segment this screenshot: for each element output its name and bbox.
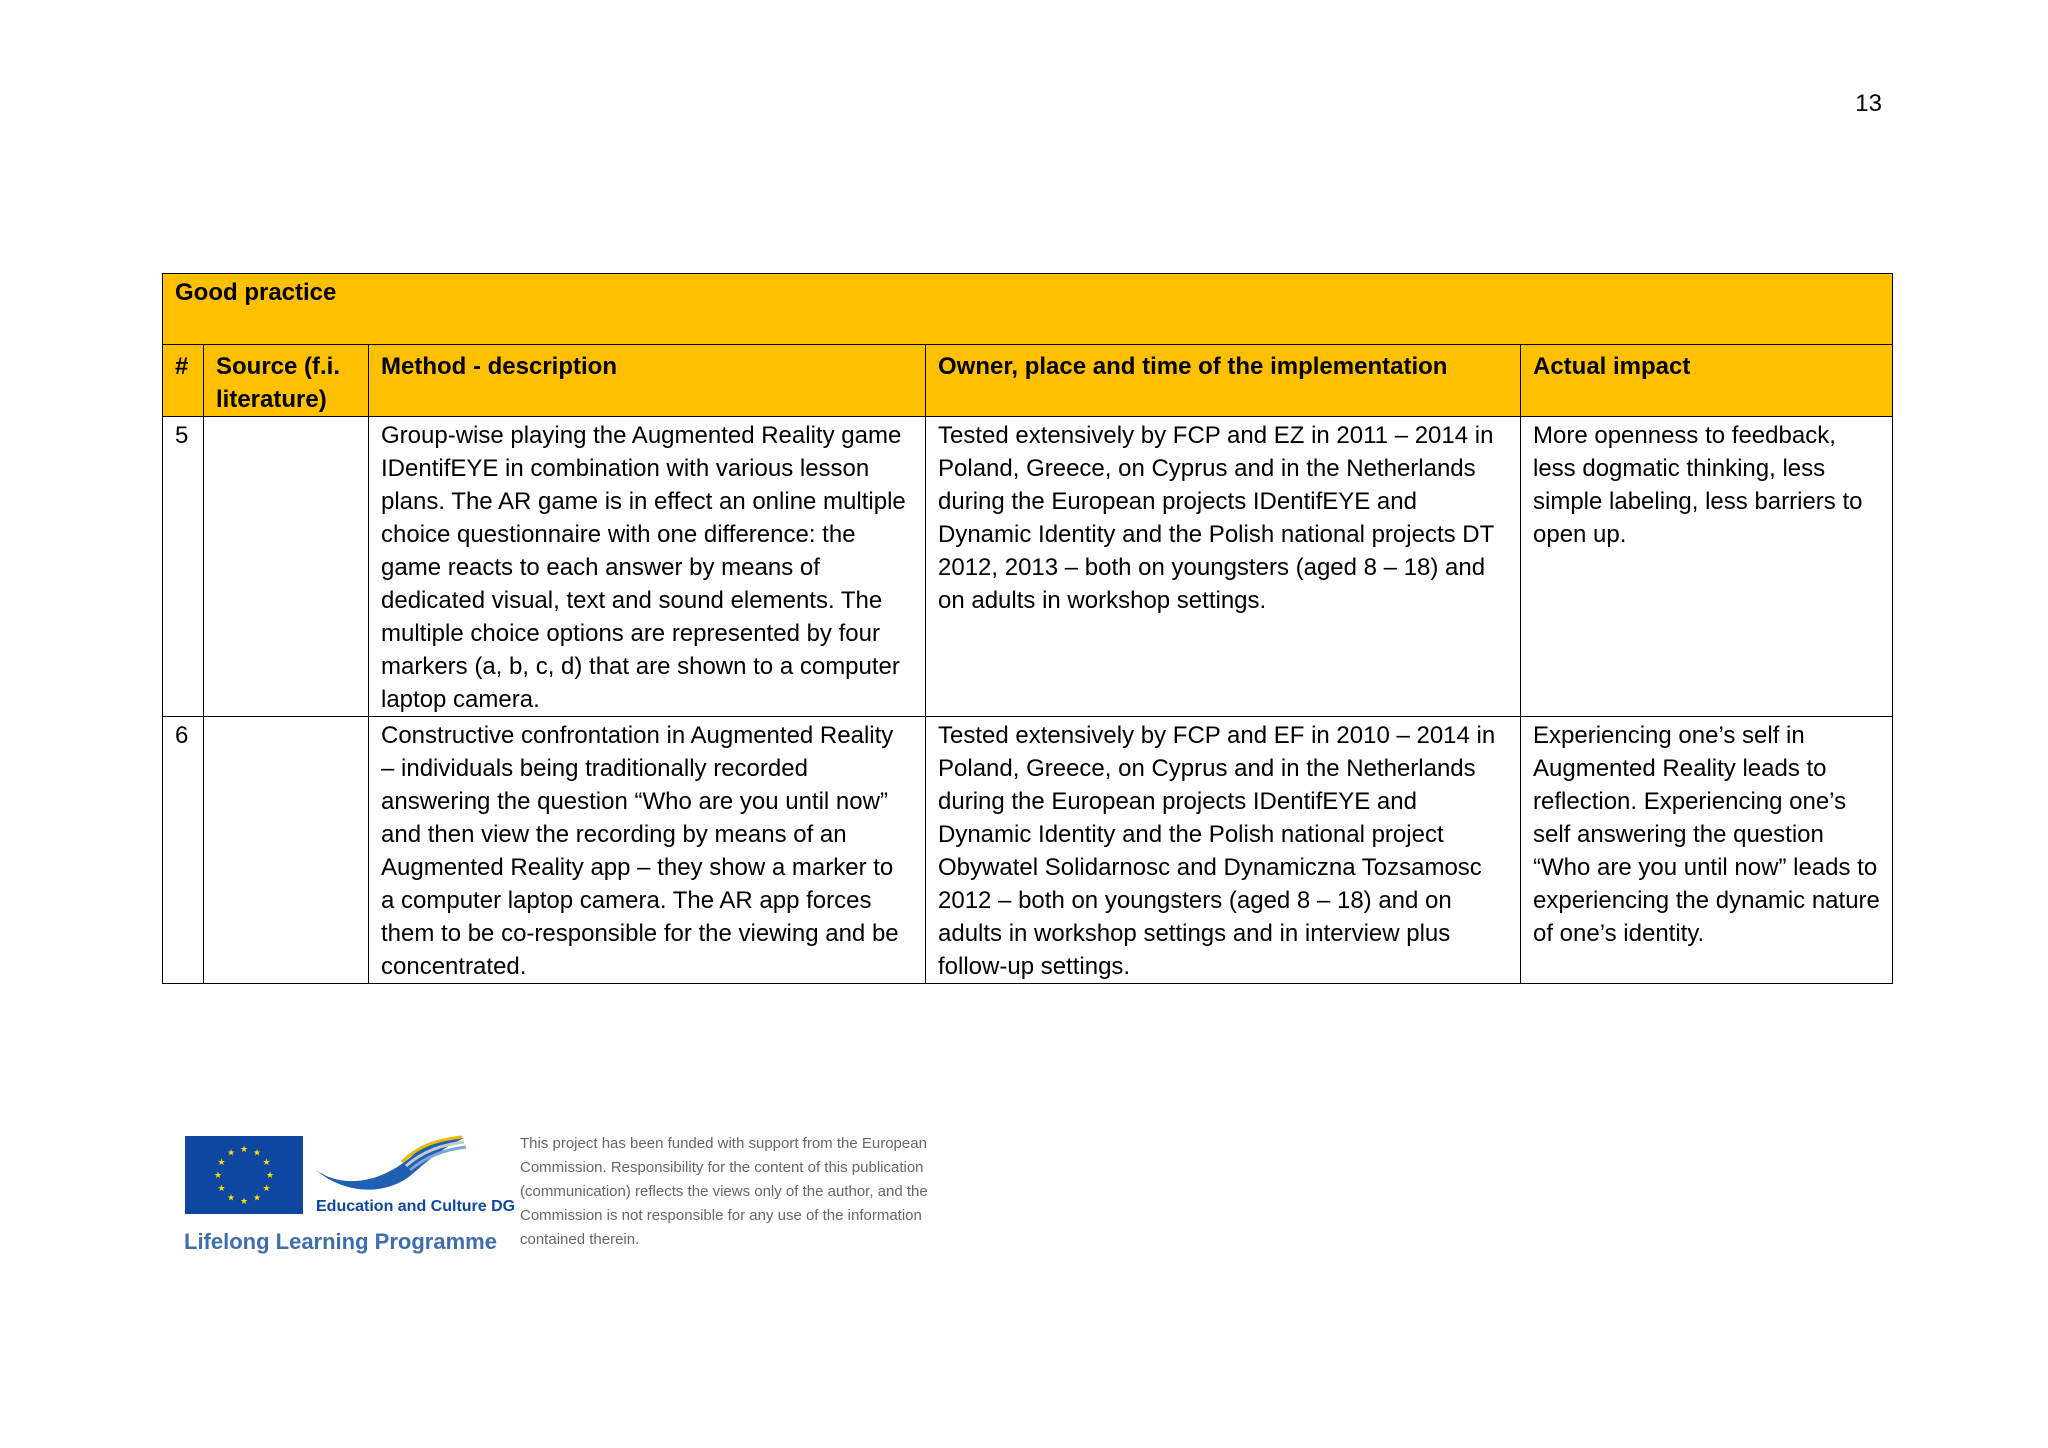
table-row — [163, 417, 1893, 717]
table-header-row — [163, 345, 1893, 417]
eu-stars-icon — [185, 1136, 303, 1214]
row-source — [204, 717, 369, 984]
row-owner: Tested extensively by FCP and EF in 2010 – 2014 in Poland, Greece, on Cyprus and in the Netherlands during the European projects IDentifEYE and Dynamic Identity and the Polish national project Obywatel Solidarnosc and Dynamiczna Tozsamosc 2012 – both on youngsters (aged 8 – 18) and on adults in workshop settings and in interview plus follow-up settings. — [926, 717, 1521, 984]
row-owner: Tested extensively by FCP and EZ in 2011 – 2014 in Poland, Greece, on Cyprus and in the Netherlands during the European projects IDentifEYE and Dynamic Identity and the Polish national projects DT 2012, 2013 – both on youngsters (aged 8 – 18) and on adults in workshop settings. — [926, 417, 1521, 717]
good-practice-table — [162, 273, 1893, 984]
funding-disclaimer: This project has been funded with support from the European Commission. Responsibility for the content of this publication (communication) reflects the views only of the author, and the Commission is not responsible for any use of the information contained therein. — [520, 1135, 928, 1248]
row-method: Group-wise playing the Augmented Reality game IDentifEYE in combination with various lesson plans. The AR game is in effect an online multiple choice questionnaire with one difference: the game reacts to each answer by means of dedicated visual, text and sound elements. The multiple choice options are represented by four markers (a, b, c, d) that are shown to a computer laptop camera. — [369, 417, 926, 717]
eu-star-icon: ★ — [262, 1183, 271, 1193]
lifelong-learning-label: Lifelong Learning Programme — [184, 1229, 497, 1254]
eu-star-icon: ★ — [239, 1196, 249, 1206]
eu-star-icon: ★ — [252, 1192, 262, 1203]
row-method: Constructive confrontation in Augmented Reality – individuals being traditionally recorded answering the question “Who are you until now” and then view the recording by means of an Augmented Reality app – they show a marker to a computer laptop camera. The AR app forces them to be co-responsible for the viewing and be concentrated. — [369, 717, 926, 984]
row-impact: More openness to feedback, less dogmatic thinking, less simple labeling, less barriers to open up. — [1521, 417, 1893, 717]
page-number: 13 — [1855, 90, 1882, 117]
eu-flag-logo — [185, 1136, 303, 1214]
eu-star-icon: ★ — [226, 1192, 236, 1203]
header-owner: Owner, place and time of the implementation — [926, 345, 1521, 417]
eu-star-icon: ★ — [239, 1144, 249, 1154]
header-source: Source (f.i. literature) — [204, 345, 369, 417]
header-impact: Actual impact — [1521, 345, 1893, 417]
ec-dg-label: Education and Culture DG — [316, 1198, 516, 1215]
eu-star-icon: ★ — [262, 1157, 271, 1167]
header-method: Method - description — [369, 345, 926, 417]
eu-star-icon: ★ — [213, 1170, 223, 1180]
row-source — [204, 417, 369, 717]
row-num: 6 — [163, 717, 204, 984]
eu-star-icon: ★ — [265, 1170, 275, 1180]
eu-star-icon: ★ — [217, 1183, 226, 1193]
table-title: Good practice — [163, 274, 1893, 345]
header-num: # — [163, 345, 204, 417]
row-impact: Experiencing one’s self in Augmented Reality leads to reflection. Experiencing one’s self answering the question “Who are you until now” leads to experiencing the dynamic nature of one’s identity. — [1521, 717, 1893, 984]
eu-star-icon: ★ — [217, 1157, 226, 1167]
eu-star-icon: ★ — [252, 1147, 262, 1158]
table-row — [163, 717, 1893, 984]
eu-star-icon: ★ — [226, 1147, 236, 1158]
funding-footer — [182, 1132, 982, 1272]
row-num: 5 — [163, 417, 204, 717]
